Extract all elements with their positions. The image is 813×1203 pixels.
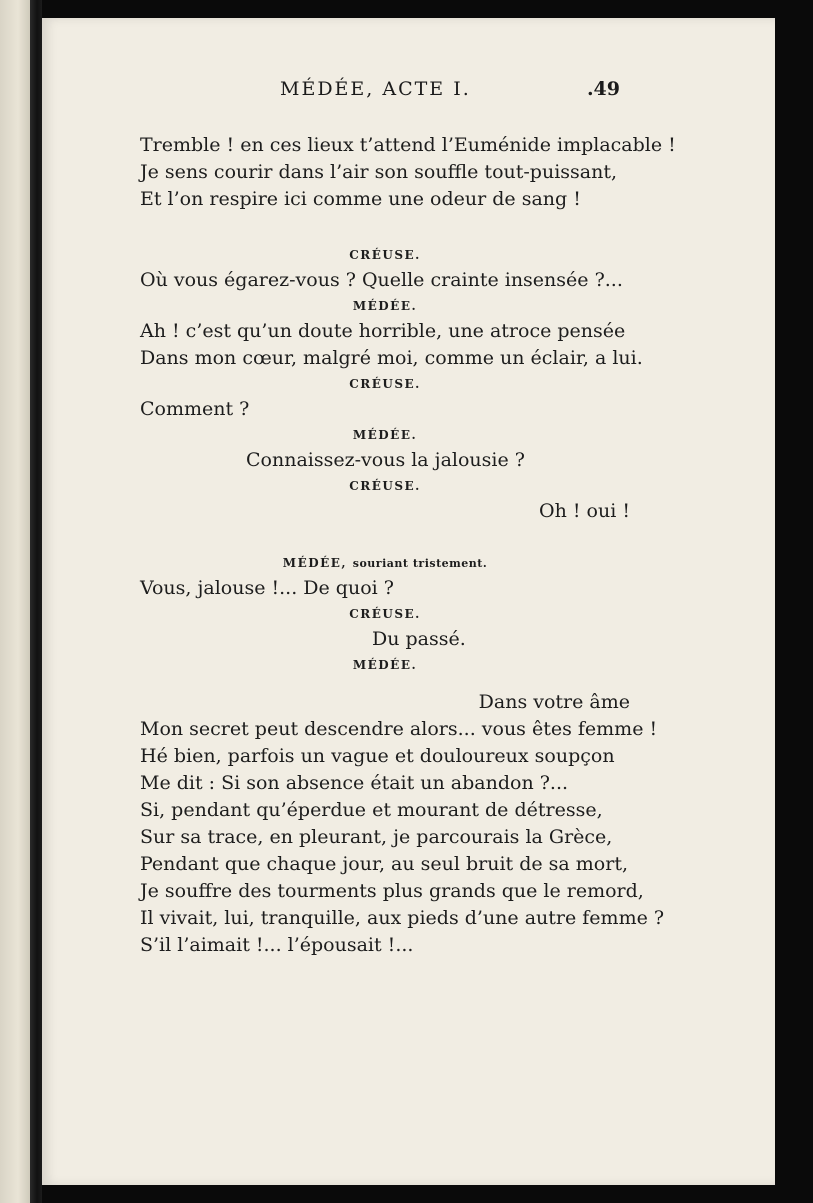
scan-border	[775, 0, 813, 1203]
verse-line: Tremble ! en ces lieux t’attend l’Euménide implacable !	[140, 134, 676, 156]
speaker-name: CRÉUSE.	[349, 607, 421, 621]
speaker-name: MÉDÉE.	[352, 428, 418, 442]
verse-line: Je sens courir dans l’air son souffle tout-puissant,	[140, 161, 618, 183]
page-number: .49	[586, 78, 620, 100]
speaker-with-direction	[140, 551, 630, 575]
verse-line: S’il l’aimait !... l’épousait !...	[140, 934, 414, 956]
verse-line: Si, pendant qu’éperdue et mourant de détresse,	[140, 799, 603, 821]
speaker-name: MÉDÉE.	[352, 658, 418, 672]
verse-line: Comment ?	[140, 398, 250, 420]
verse-line: Dans mon cœur, malgré moi, comme un éclair, a lui.	[140, 347, 643, 369]
verse-line: Hé bien, parfois un vague et douloureux soupçon	[140, 745, 615, 767]
speaker-name: MÉDÉE.	[352, 299, 418, 313]
running-title: MÉDÉE, ACTE I.	[280, 78, 471, 100]
verse-line: Oh ! oui !	[539, 500, 630, 522]
verse-line: Mon secret peut descendre alors... vous êtes femme !	[140, 718, 658, 740]
verse-line: Il vivait, lui, tranquille, aux pieds d’une autre femme ?	[140, 907, 665, 929]
speaker-name: CRÉUSE.	[349, 479, 421, 493]
verse-line: Et l’on respire ici comme une odeur de sang !	[140, 188, 581, 210]
speaker-name: CRÉUSE.	[349, 377, 421, 391]
stage-direction: souriant tristement.	[352, 557, 488, 570]
speaker-name: CRÉUSE.	[349, 248, 421, 262]
facing-page-edge	[0, 0, 30, 1203]
verse-line: Sur sa trace, en pleurant, je parcourais la Grèce,	[140, 826, 613, 848]
verse-line: Me dit : Si son absence était un abandon ?...	[140, 772, 569, 794]
verse-line: Du passé.	[372, 628, 466, 650]
book-gutter	[30, 0, 42, 1203]
speaker-name: MÉDÉE,	[282, 556, 348, 570]
verse-line: Je souffre des tourments plus grands que le remord,	[140, 880, 644, 902]
verse-line: Connaissez-vous la jalousie ?	[246, 449, 525, 471]
verse-line: Dans votre âme	[478, 691, 630, 713]
verse-line: Où vous égarez-vous ? Quelle crainte insensée ?...	[140, 269, 623, 291]
running-header	[280, 78, 620, 112]
verse-line: Pendant que chaque jour, au seul bruit de sa mort,	[140, 853, 628, 875]
verse-line: Vous, jalouse !... De quoi ?	[140, 577, 394, 599]
play-text	[140, 132, 676, 959]
verse-line: Ah ! c’est qu’un doute horrible, une atroce pensée	[140, 320, 626, 342]
